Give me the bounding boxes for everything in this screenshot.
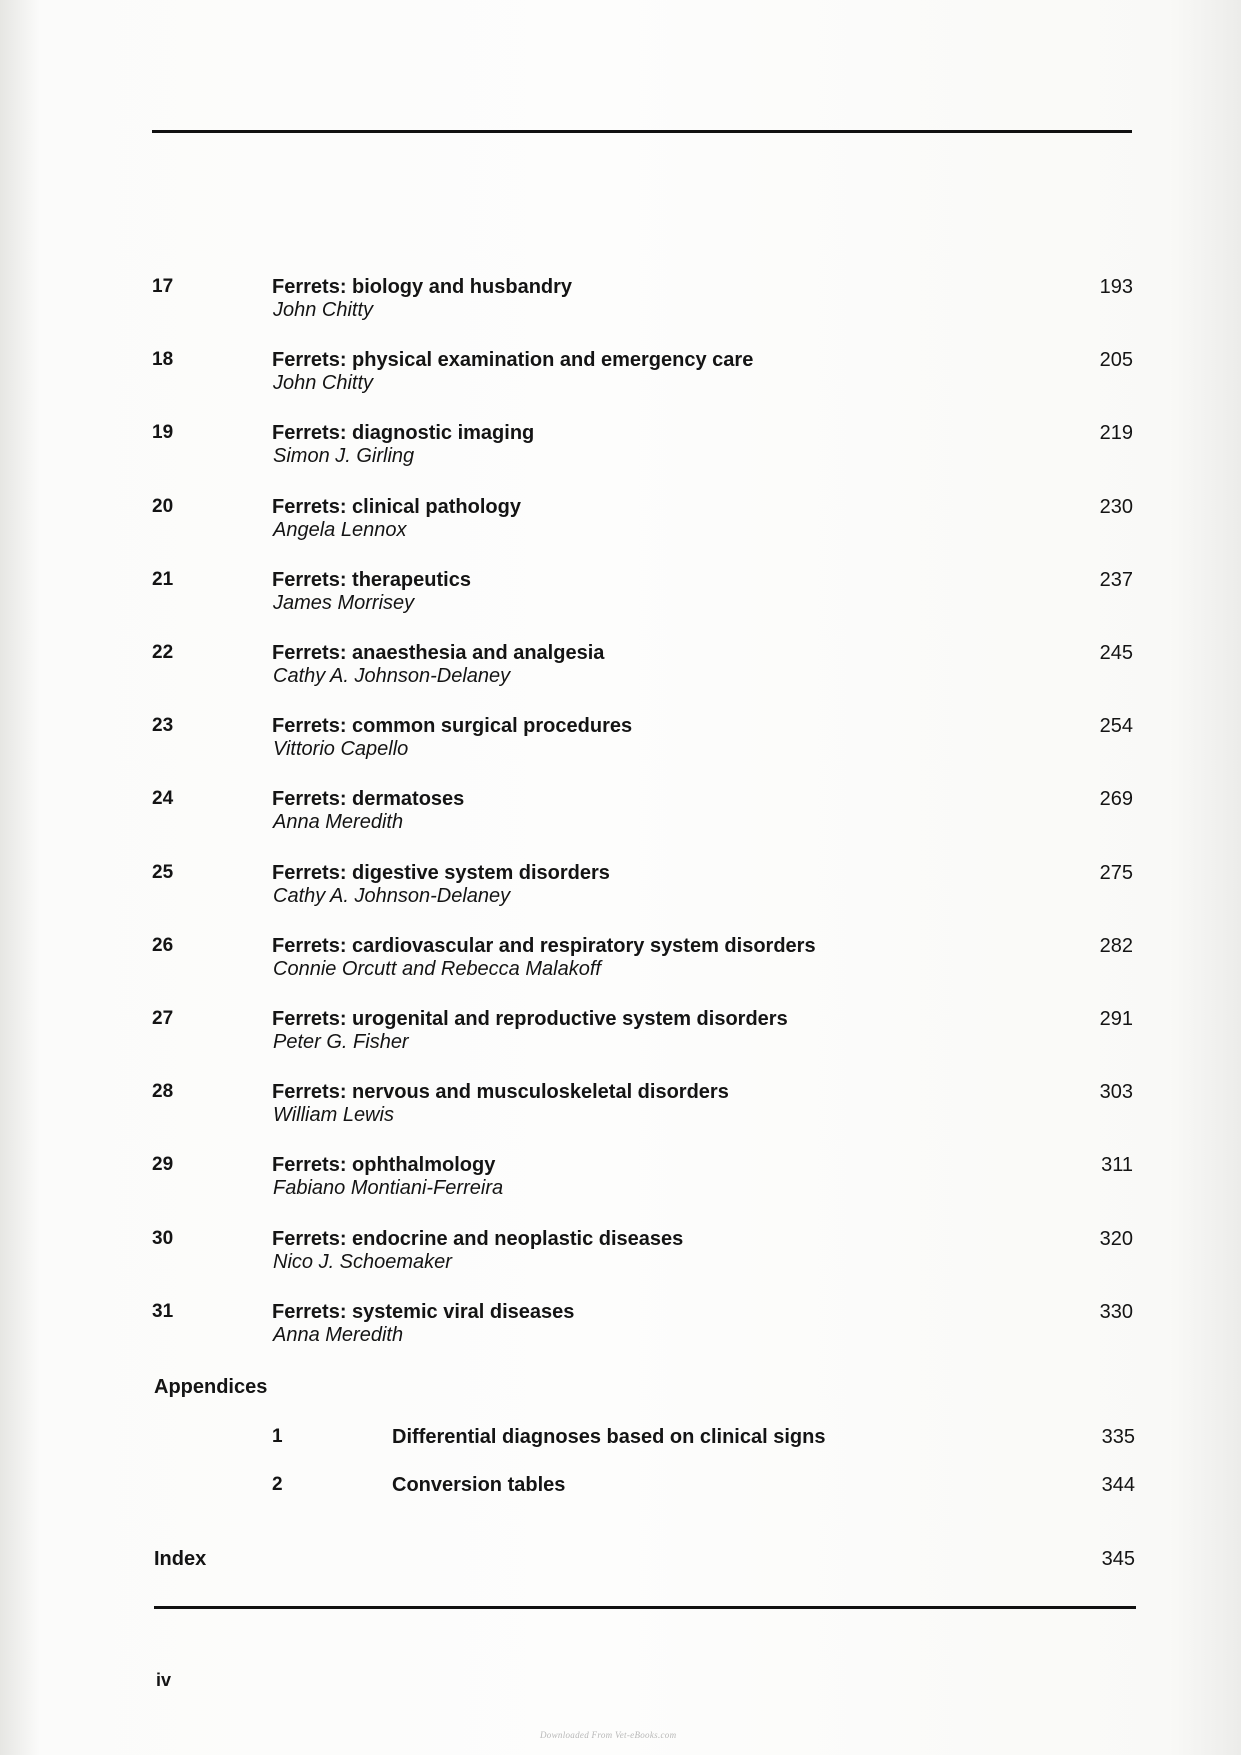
- toc-entry: [0, 935, 1241, 985]
- chapter-page-number: 282: [1099, 934, 1133, 957]
- chapter-number: 23: [152, 715, 174, 737]
- chapter-number: 24: [152, 788, 174, 810]
- chapter-author: Peter G. Fisher: [273, 1031, 409, 1053]
- appendix-title: Differential diagnoses based on clinical signs: [392, 1426, 826, 1448]
- chapter-number: 27: [152, 1008, 174, 1029]
- toc-entry: [0, 788, 1241, 838]
- chapter-title: Ferrets: endocrine and neoplastic diseases: [272, 1227, 684, 1250]
- bottom-rule: [154, 1606, 1136, 1609]
- chapter-title: Ferrets: anaesthesia and analgesia: [272, 642, 605, 664]
- chapter-author: Cathy A. Johnson-Delaney: [273, 884, 511, 907]
- chapter-author: Simon J. Girling: [273, 445, 415, 468]
- chapter-page-number: 193: [1099, 276, 1133, 298]
- chapter-author: Anna Meredith: [273, 1323, 404, 1346]
- chapter-number: 21: [152, 568, 174, 590]
- chapter-page-number: 275: [1099, 861, 1133, 884]
- chapter-author: Fabiano Montiani-Ferreira: [273, 1177, 504, 1200]
- chapter-title: Ferrets: biology and husbandry: [272, 276, 573, 298]
- toc-entry: [0, 715, 1241, 765]
- chapter-page-number: 330: [1099, 1300, 1133, 1323]
- chapter-author: Anna Meredith: [273, 811, 404, 834]
- chapter-number: 30: [152, 1227, 174, 1249]
- chapter-title: Ferrets: physical examination and emergency care: [272, 349, 754, 372]
- appendix-entry: [0, 1474, 1241, 1500]
- chapter-page-number: 205: [1099, 349, 1133, 372]
- chapter-author: John Chitty: [273, 299, 374, 321]
- chapter-title: Ferrets: urogenital and reproductive system disorders: [272, 1008, 788, 1030]
- chapter-page-number: 291: [1099, 1008, 1133, 1030]
- chapter-page-number: 230: [1099, 495, 1133, 518]
- toc-entry: [0, 862, 1241, 912]
- chapter-title: Ferrets: systemic viral diseases: [272, 1300, 575, 1323]
- chapter-title: Ferrets: cardiovascular and respiratory system disorders: [272, 934, 816, 957]
- toc-entry: [0, 642, 1241, 692]
- chapter-number: 18: [152, 349, 174, 371]
- toc-entry: [0, 1228, 1241, 1278]
- chapter-title: Ferrets: common surgical procedures: [272, 715, 633, 738]
- toc-entry: [0, 1301, 1241, 1351]
- chapter-title: Ferrets: nervous and musculoskeletal disorders: [272, 1081, 729, 1104]
- chapter-author: Connie Orcutt and Rebecca Malakoff: [273, 957, 601, 980]
- chapter-page-number: 311: [1101, 1154, 1133, 1177]
- chapter-title: Ferrets: clinical pathology: [272, 495, 521, 518]
- chapter-number: 31: [152, 1300, 174, 1322]
- index-entry: [0, 1548, 1241, 1574]
- chapter-title: Ferrets: ophthalmology: [272, 1154, 496, 1177]
- index-page-number: 345: [1101, 1548, 1135, 1570]
- chapter-page-number: 320: [1099, 1227, 1133, 1250]
- appendix-number: 2: [272, 1474, 283, 1495]
- chapter-number: 29: [152, 1154, 174, 1176]
- appendix-number: 1: [272, 1426, 283, 1447]
- footer-watermark: Downloaded From Vet-eBooks.com: [540, 1730, 677, 1740]
- chapter-number: 19: [152, 422, 174, 444]
- chapter-number: 22: [152, 642, 174, 663]
- chapter-page-number: 219: [1099, 422, 1133, 445]
- chapter-author: William Lewis: [273, 1104, 394, 1127]
- toc-entry: [0, 569, 1241, 619]
- top-rule: [152, 130, 1132, 133]
- chapter-author: Vittorio Capello: [273, 738, 409, 761]
- page-folio: iv: [156, 1670, 172, 1690]
- chapter-title: Ferrets: digestive system disorders: [272, 861, 610, 884]
- toc-entry: [0, 349, 1241, 399]
- chapter-author: Nico J. Schoemaker: [273, 1250, 452, 1273]
- chapter-author: James Morrisey: [273, 591, 415, 614]
- chapter-title: Ferrets: therapeutics: [272, 568, 471, 591]
- index-label: Index: [154, 1548, 207, 1570]
- toc-entry: [0, 1154, 1241, 1204]
- chapter-page-number: 269: [1099, 788, 1133, 811]
- toc-entry: [0, 422, 1241, 472]
- chapter-number: 28: [152, 1081, 174, 1103]
- chapter-page-number: 254: [1099, 715, 1133, 738]
- appendix-page-number: 344: [1101, 1474, 1135, 1496]
- toc-entry: [0, 1008, 1241, 1058]
- chapter-author: John Chitty: [273, 372, 374, 395]
- chapter-title: Ferrets: diagnostic imaging: [272, 422, 535, 445]
- chapter-page-number: 245: [1099, 642, 1133, 664]
- chapter-author: Angela Lennox: [273, 518, 407, 541]
- chapter-number: 20: [152, 495, 174, 517]
- chapter-number: 26: [152, 934, 174, 956]
- chapter-page-number: 303: [1099, 1081, 1133, 1104]
- appendices-heading: Appendices: [154, 1376, 268, 1398]
- toc-entry: [0, 496, 1241, 546]
- appendix-entry: [0, 1426, 1241, 1452]
- toc-entry: [0, 276, 1241, 326]
- chapter-author: Cathy A. Johnson-Delaney: [273, 665, 511, 687]
- chapter-number: 25: [152, 861, 174, 883]
- chapter-title: Ferrets: dermatoses: [272, 788, 465, 811]
- appendix-title: Conversion tables: [392, 1474, 566, 1496]
- appendix-page-number: 335: [1101, 1426, 1135, 1448]
- chapter-number: 17: [152, 276, 174, 297]
- toc-entry: [0, 1081, 1241, 1131]
- chapter-page-number: 237: [1099, 568, 1133, 591]
